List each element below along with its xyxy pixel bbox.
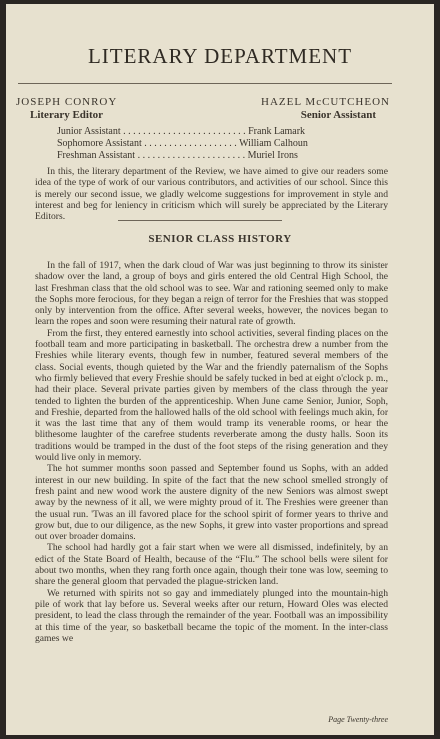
article-paragraph: The school had hardly got a fair start when we were all dismissed, indefinitely, by an edict of the State Board of Health, because of the “Flu.” The school bells were silent for about two months, when they rang forth once again, though their tone was low, seeming to share the general gloom that pervaded the plague-stricken land. bbox=[35, 542, 388, 588]
dot-leader: . . . . . . . . . . . . . . . . . . . . . . . . . bbox=[120, 126, 249, 137]
assistant-role: Freshman Assistant bbox=[57, 150, 136, 161]
assistant-row bbox=[57, 126, 308, 138]
article-paragraph: The hot summer months soon passed and September found us Sophs, with an added interest in our new building. In spite of the fact that the new school smelled strongly of fresh paint and new wood work the austere dignity of the new Seniors was almost swept away by the newness of it all, we were mighty proud of it. The Freshies were greener than the usual run. 'Twas an ill favored place for the school spirit of former years to thrive and grow but, due to our diligence, as the new Sophs, it grew into vaster proportions and spread out over broader domains. bbox=[35, 463, 388, 543]
assistant-role: Sophomore Assistant bbox=[57, 138, 142, 149]
senior-assistant-block bbox=[261, 96, 390, 122]
dot-leader: . . . . . . . . . . . . . . . . . . . . . . bbox=[135, 150, 248, 161]
assistant-name: William Calhoun bbox=[239, 138, 308, 149]
article-body bbox=[35, 260, 388, 644]
article-paragraph: We returned with spirits not so gay and immediately plunged into the mountain-high pile of work that lay before us. Several weeks after our return, Howard Oles was elected president, to lead the class through the remainder of the year. Football was an impossibility at this time of the year, so basketball became the topic of the moment. In the inter-class games we bbox=[35, 587, 388, 644]
document-page bbox=[6, 4, 434, 735]
assistant-name: Frank Lamark bbox=[248, 126, 306, 137]
editor-role: Literary Editor bbox=[30, 109, 104, 121]
intro-text: In this, the literary department of the Review, we have aimed to give our readers some idea of the type of work of our various contributors, and activities of our school. Since this is merely our second issue, we gladly welcome suggestions for improvement in style and interest and beg for leniency in criticism which will surely be appreciated by the Literary Editors. bbox=[35, 166, 388, 223]
literary-editor-block bbox=[16, 96, 117, 122]
assistant-row bbox=[57, 150, 308, 162]
section-rule bbox=[118, 220, 282, 221]
title-rule bbox=[18, 83, 392, 84]
dot-leader: . . . . . . . . . . . . . . . . . . . bbox=[141, 138, 240, 149]
page-title: LITERARY DEPARTMENT bbox=[87, 44, 353, 68]
assistant-role: Junior Assistant bbox=[57, 126, 121, 137]
article-paragraph: From the first, they entered earnestly into school activities, several finding places on the football team and more participating in basketball. The orchestra drew a number from the Freshies while literary events, though few in number, featured several members of the class. Social events, though quieted by the War and the friendly paternalism of the Sophs who firmly believed that every Freshie should be safely tucked in bed at eight o'clock p. m., had their place. Several private parties given by members of the class through the year tended to lighten the burden of the apprenticeship. When June came Senior, Junior, Soph, and Freshie, departed from the hallowed halls of the old school with feelings much akin, for it was the last time that any of them would tramp its venerable rooms, or hear the blithesome laughter of the carefree students reverberate among the dusty halls. Soon its traditions would be tramped in the dust of the foot steps of the rising generation and they would live only in memory. bbox=[35, 327, 389, 464]
senior-assistant-role: Senior Assistant bbox=[300, 109, 376, 121]
editor-name: JOSEPH CONROY bbox=[16, 96, 118, 108]
assistant-name: Muriel Irons bbox=[247, 150, 298, 161]
assistants-list bbox=[57, 126, 308, 162]
section-heading: SENIOR CLASS HISTORY bbox=[148, 233, 292, 245]
senior-assistant-name: HAZEL McCUTCHEON bbox=[261, 96, 390, 108]
article-paragraph: In the fall of 1917, when the dark cloud of War was just beginning to throw its sinister shadow over the land, a group of boys and girls entered the old Central High School, the last Freshman class that the old school was to see. War and rationing seemed only to make the Sophs more ferocious, for they began a reign of terror for the Freshies that was stopped only by intervention from the office. After several weeks, however, the novices began to learn the ropes and soon were resuming their natural rate of growth. bbox=[35, 260, 388, 328]
assistant-row bbox=[57, 138, 308, 150]
page-number: Page Twenty-three bbox=[328, 715, 388, 724]
intro-paragraph bbox=[35, 166, 388, 222]
